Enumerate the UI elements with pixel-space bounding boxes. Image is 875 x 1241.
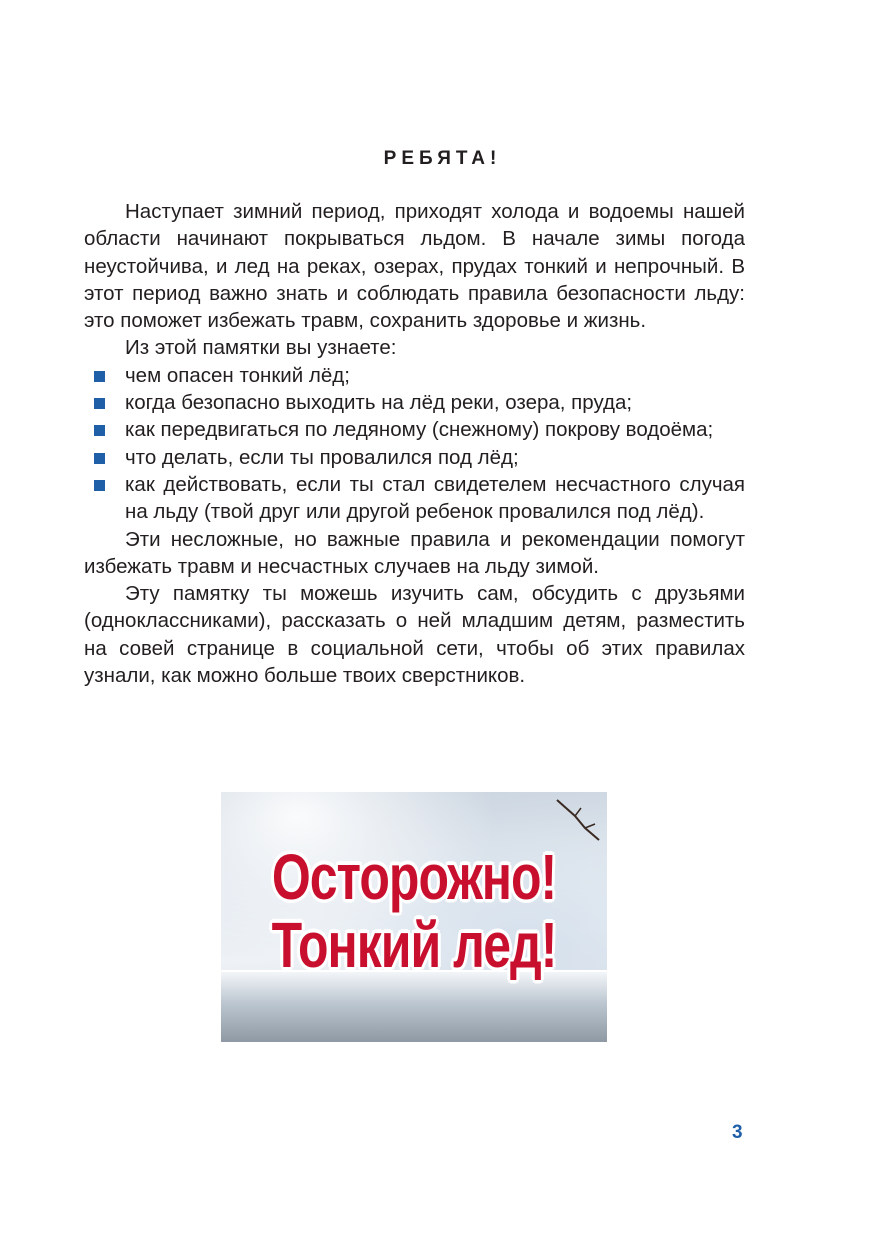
list-intro-paragraph: Из этой памятки вы узнаете: — [125, 336, 397, 360]
page-title: РЕБЯТА! — [383, 148, 502, 169]
branch-icon — [555, 798, 601, 842]
warning-line-2: Тонкий лед! — [271, 909, 557, 981]
page-number: 3 — [732, 1122, 743, 1143]
list-item — [125, 389, 745, 416]
list-item — [125, 444, 745, 471]
rules-paragraph: Эти несложные, но важные правила и рекомендации помогут избежать травм и несчастных случаев на льду зимой. — [84, 527, 745, 578]
list-item-text: чем опасен тонкий лёд; — [125, 363, 350, 387]
square-bullet-icon — [94, 398, 105, 409]
list-item — [125, 362, 745, 389]
intro-paragraph: Наступает зимний период, приходят холода и водоемы нашей области начинают покрываться льдом. В начале зимы погода неустойчива, и лед на реках, озерах, прудах тонкий и непрочный. В этот период важно знать и соблюдать правила безопасности льду: это поможет избежать травм, сохранить здоровье и жизнь. — [84, 200, 745, 333]
thin-ice-warning-image — [221, 792, 607, 1042]
list-item-text: когда безопасно выходить на лёд реки, озера, пруда; — [125, 391, 633, 415]
square-bullet-icon — [94, 480, 105, 491]
list-item-text: что делать, если ты провалился под лёд; — [125, 445, 519, 469]
square-bullet-icon — [94, 371, 105, 382]
share-paragraph: Эту памятку ты можешь изучить сам, обсудить с друзьями (одноклассниками), рассказать о ней младшим детям, разместить на совей странице в социальной сети, чтобы об этих правилах узнали, как можно больше твоих сверстников. — [84, 582, 745, 688]
topics-list — [84, 362, 745, 526]
list-item-text: как передвигаться по ледяному (снежному) покрову водоёма; — [125, 418, 714, 442]
list-item — [125, 416, 745, 443]
list-item — [125, 471, 745, 526]
square-bullet-icon — [94, 453, 105, 464]
list-item-text: как действовать, если ты стал свидетелем несчастного случая на льду (твой друг или другой ребенок провалился под лёд). — [125, 472, 745, 524]
warning-line-1: Осторожно! — [271, 841, 557, 913]
square-bullet-icon — [94, 425, 105, 436]
body-text — [84, 198, 745, 689]
